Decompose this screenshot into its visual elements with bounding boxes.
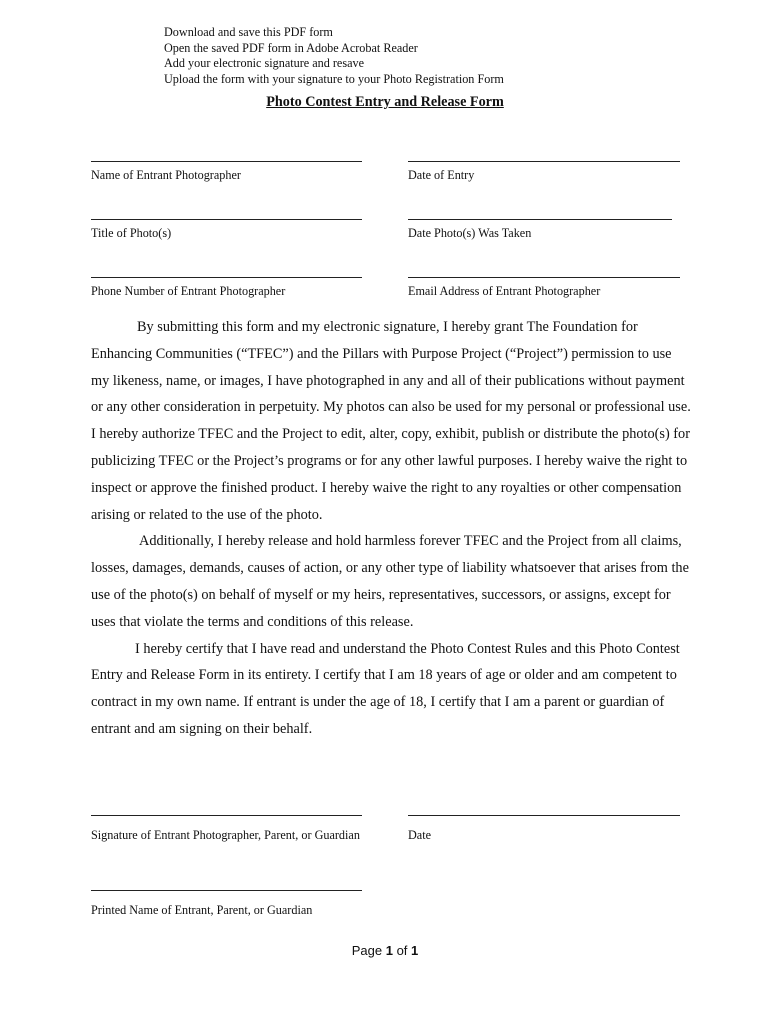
signature-date-label: Date xyxy=(408,828,432,842)
phone-field[interactable] xyxy=(91,277,362,299)
date-taken-line[interactable] xyxy=(408,219,672,220)
email-field[interactable] xyxy=(408,277,680,299)
date-of-entry-line[interactable] xyxy=(408,161,680,162)
phone-line[interactable] xyxy=(91,277,362,278)
printed-name-field[interactable] xyxy=(91,890,362,918)
email-line[interactable] xyxy=(408,277,680,278)
instruction-line: Upload the form with your signature to your Photo Registration Form xyxy=(164,71,504,86)
release-terms xyxy=(91,314,691,743)
instruction-line: Download and save this PDF form xyxy=(164,25,333,39)
signature-line[interactable] xyxy=(91,815,362,816)
page-word: Page xyxy=(351,943,383,958)
entrant-name-label: Name of Entrant Photographer xyxy=(91,168,241,182)
date-of-entry-field[interactable] xyxy=(408,161,680,183)
photo-title-line[interactable] xyxy=(91,219,362,220)
release-paragraph: Additionally, I hereby release and hold harmless forever TFEC and the Project from all claims, losses, damages, demands, causes of action, or any other type of liability whatsoever that arises from the use of the photo(s) on behalf of myself or my heirs, representatives, successors, or assigns, except for uses that violate the terms and conditions of this release. xyxy=(91,533,689,630)
photo-title-field[interactable] xyxy=(91,219,362,241)
of-word: of xyxy=(396,943,408,958)
date-taken-field[interactable] xyxy=(408,219,672,241)
release-paragraph: By submitting this form and my electronic signature, I hereby grant The Foundation for Enhancing Communities (“TFEC”) and the Pillars with Purpose Project (“Project”) permission to use my likeness, name, or images, I have photographed in any and all of their publications without payment or any other consideration in perpetuity. My photos can also be used for my personal or professional use. I hereby authorize TFEC and the Project to edit, alter, copy, exhibit, publish or distribute the photo(s) for publicizing TFEC or the Project’s programs or for any other lawful purposes. I hereby waive the right to inspect or approve the finished product. I hereby waive the right to any royalties or other compensation arising or related to the use of the photo. xyxy=(91,319,691,523)
entrant-name-line[interactable] xyxy=(91,161,362,162)
page-total: 1 xyxy=(411,943,419,958)
page-current: 1 xyxy=(385,943,393,958)
signature-label: Signature of Entrant Photographer, Parent, or Guardian xyxy=(91,828,360,842)
phone-label: Phone Number of Entrant Photographer xyxy=(91,284,286,298)
instruction-line: Open the saved PDF form in Adobe Acrobat Reader xyxy=(164,40,418,55)
release-paragraph: I hereby certify that I have read and understand the Photo Contest Rules and this Photo Contest Entry and Release Form in its entirety. I certify that I am 18 years of age or older and am competent to contract in my own name. If entrant is under the age of 18, I certify that I am a parent or guardian of entrant and am signing on their behalf. xyxy=(91,640,680,737)
signature-date-line[interactable] xyxy=(408,815,680,816)
instruction-line: Add your electronic signature and resave xyxy=(164,56,364,71)
date-taken-label: Date Photo(s) Was Taken xyxy=(408,226,532,240)
entrant-name-field[interactable] xyxy=(91,161,362,183)
signature-field[interactable] xyxy=(91,815,362,843)
printed-name-line[interactable] xyxy=(91,890,362,891)
page-footer xyxy=(0,943,770,958)
instructions-block xyxy=(164,25,504,87)
email-label: Email Address of Entrant Photographer xyxy=(408,284,601,298)
date-of-entry-label: Date of Entry xyxy=(408,168,475,182)
form-title: Photo Contest Entry and Release Form xyxy=(266,94,504,110)
photo-title-label: Title of Photo(s) xyxy=(91,226,172,240)
signature-date-field[interactable] xyxy=(408,815,680,843)
printed-name-label: Printed Name of Entrant, Parent, or Guardian xyxy=(91,903,313,917)
